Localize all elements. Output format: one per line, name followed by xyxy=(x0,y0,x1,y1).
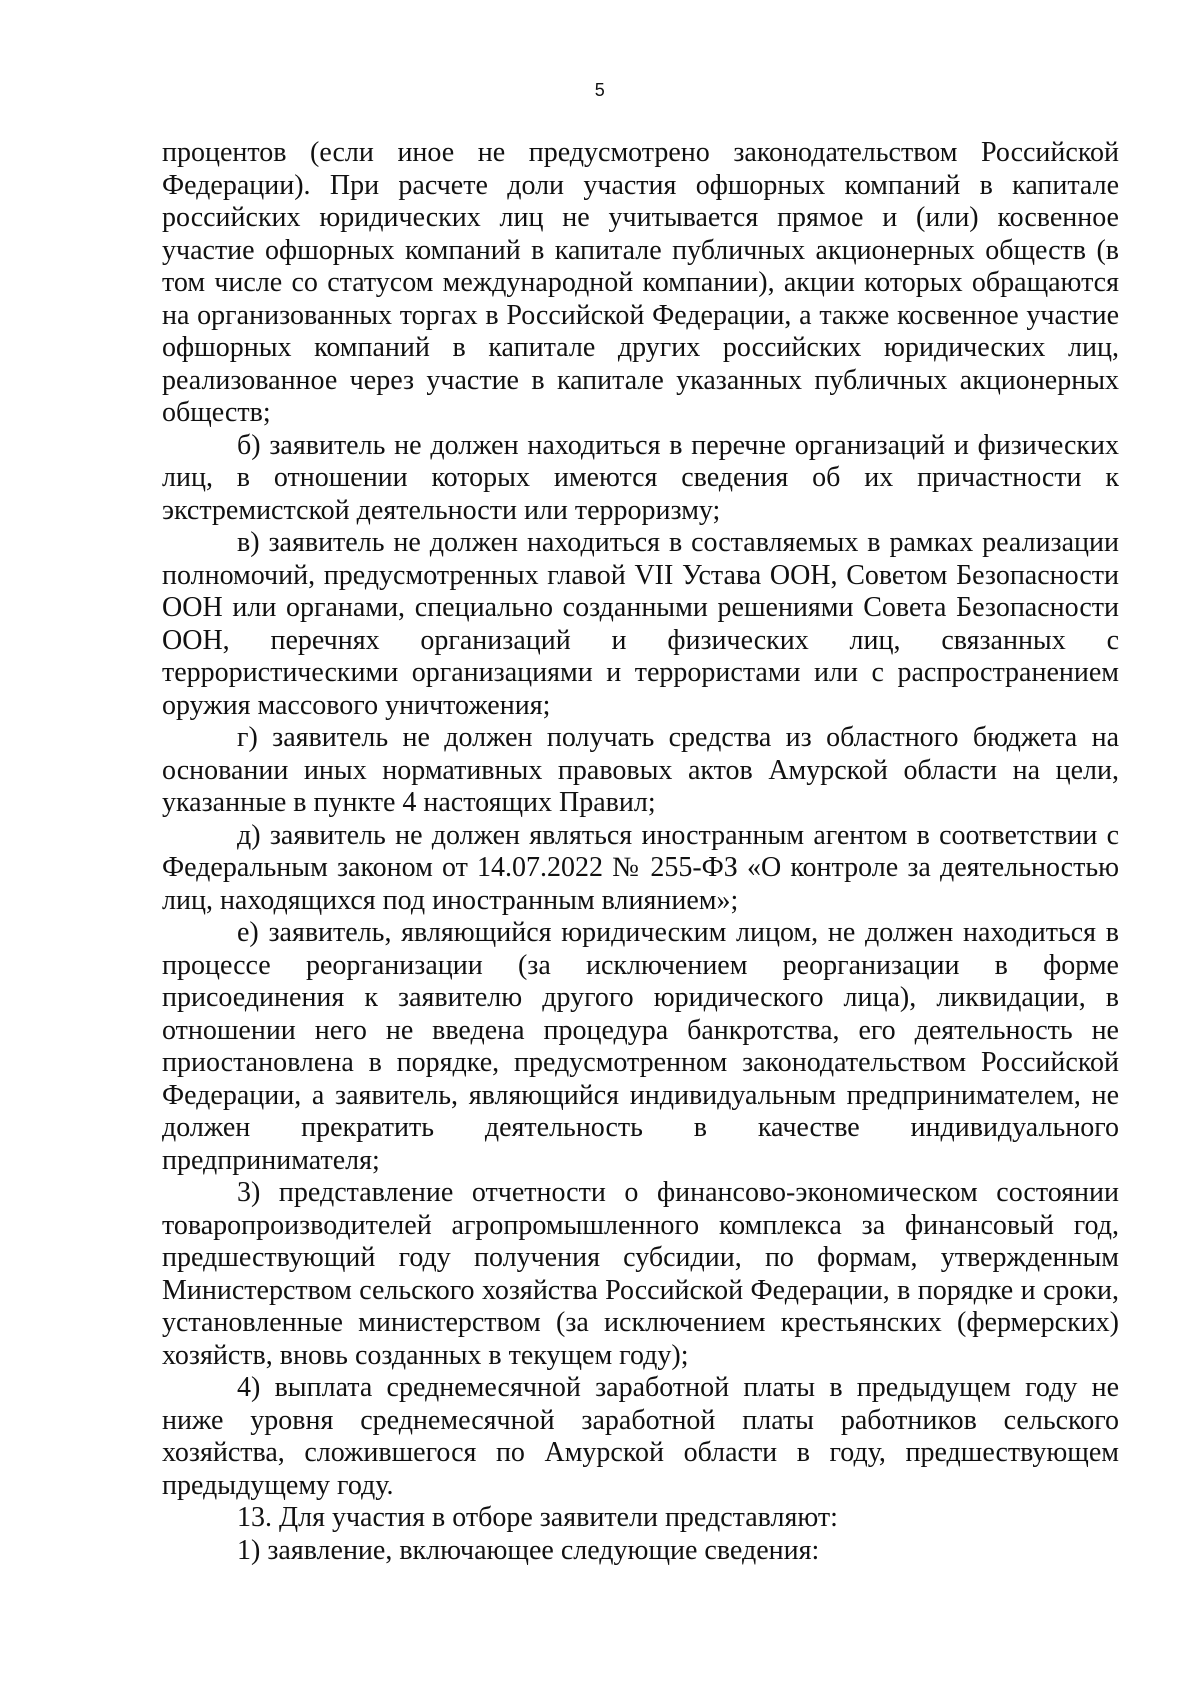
paragraph-13: 13. Для участия в отборе заявители представляют: xyxy=(237,1502,838,1533)
paragraph-4: 4) выплата среднемесячной заработной платы в предыдущем году не ниже уровня среднемесячной заработной платы работников сельского хозяйства, сложившегося по Амурской области в году, предшествующем предыдущему году. xyxy=(162,1372,1119,1501)
document-body xyxy=(162,137,1119,1567)
paragraph-continuation: процентов (если иное не предусмотрено законодательством Российской Федерации). При расчете доли участия офшорных компаний в капитале российских юридических лиц не учитывается прямое и (или) косвенное участие офшорных компаний в капитале публичных акционерных обществ (в том числе со статусом международной компании), акции которых обращаются на организованных торгах в Российской Федерации, а также косвенное участие офшорных компаний в капитале других российских юридических лиц, реализованное через участие в капитале указанных публичных акционерных обществ; xyxy=(162,137,1119,428)
paragraph-d: д) заявитель не должен являться иностранным агентом в соответствии с Федеральным законом от 14.07.2022 № 255-ФЗ «О контроле за деятельностью лиц, находящихся под иностранным влиянием»; xyxy=(162,819,1119,916)
paragraph-3: 3) представление отчетности о финансово-экономическом состоянии товаропроизводителей агропромышленного комплекса за финансовый год, предшествующий году получения субсидии, по формам, утвержденным Министерством сельского хозяйства Российской Федерации, в порядке и сроки, установленные министерством (за исключением крестьянских (фермерских) хозяйств, вновь созданных в текущем году); xyxy=(162,1177,1119,1371)
paragraph-g: г) заявитель не должен получать средства из областного бюджета на основании иных нормативных правовых актов Амурской области на цели, указанные в пункте 4 настоящих Правил; xyxy=(162,722,1119,818)
paragraph-13-1: 1) заявление, включающее следующие сведения: xyxy=(237,1534,820,1566)
paragraph-b: б) заявитель не должен находиться в перечне организаций и физических лиц, в отношении которых имеются сведения об их причастности к экстремистской деятельности или терроризму; xyxy=(162,429,1119,526)
paragraph-v: в) заявитель не должен находиться в составляемых в рамках реализации полномочий, предусмотренных главой VII Устава ООН, Советом Безопасности ООН или органами, специально созданными решениями Совета Безопасности ООН, перечнях организаций и физических лиц, связанных с террористическими организациями и террористами или с распространением оружия массового уничтожения; xyxy=(162,527,1119,721)
page-number: 5 xyxy=(594,80,606,100)
paragraph-e: е) заявитель, являющийся юридическим лицом, не должен находиться в процессе реорганизации (за исключением реорганизации в форме присоединения к заявителю другого юридического лица), ликвидации, в отношении него не введена процедура банкротства, его деятельность не приостановлена в порядке, предусмотренном законодательством Российской Федерации, а заявитель, являющийся индивидуальным предпринимателем, не должен прекратить деятельность в качестве индивидуального предпринимателя; xyxy=(162,917,1119,1176)
